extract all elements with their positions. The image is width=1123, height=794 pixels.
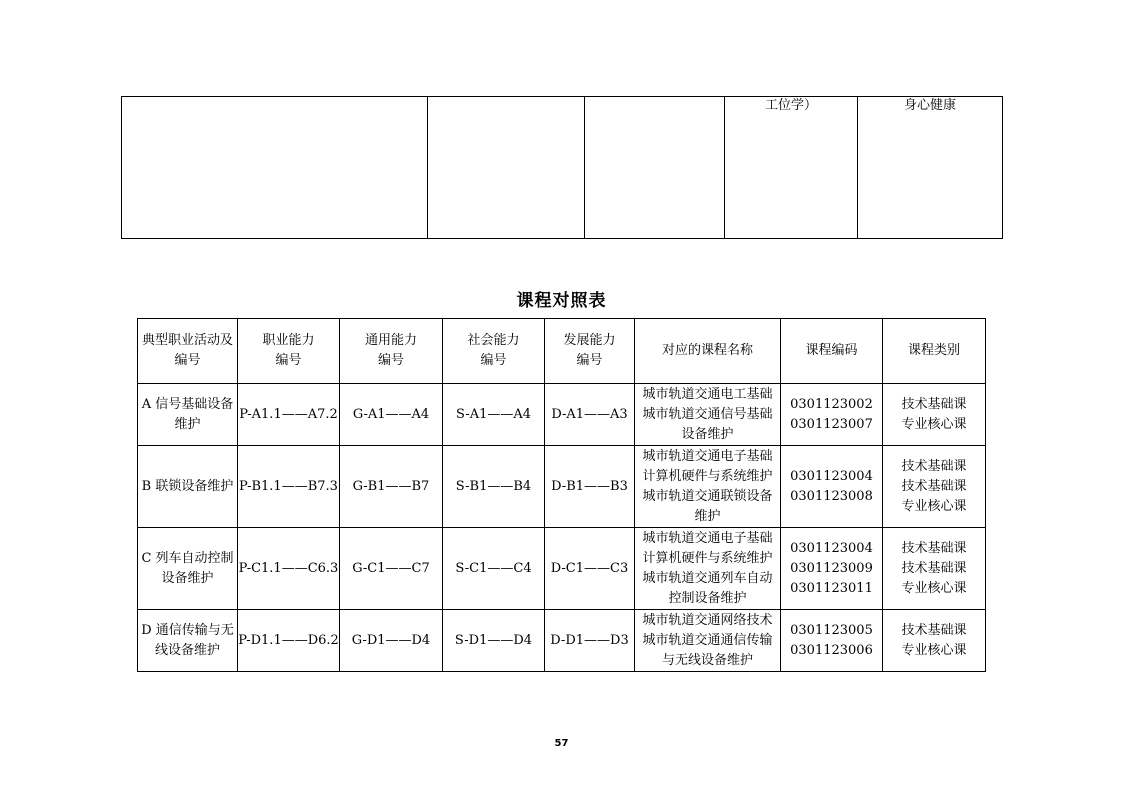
course-name-cell-line: 城市轨道交通联锁设备: [642, 488, 773, 504]
course-code-cell-line: 0301123011: [790, 580, 873, 596]
course-category-cell-line: 技术基础课: [901, 540, 967, 556]
course-name-cell-line: 城市轨道交通电工基础: [642, 386, 773, 402]
course-name-cell-line: 城市轨道交通信号基础: [642, 406, 773, 422]
course-name-cell: [635, 384, 781, 446]
general-ability-cell: G-B1——B7: [340, 446, 443, 528]
column-header: [138, 319, 238, 384]
professional-ability-cell: P-D1.1——D6.2: [238, 610, 340, 672]
social-ability-cell: S-C1——C4: [443, 528, 545, 610]
column-header: [781, 319, 883, 384]
column-header: [238, 319, 340, 384]
activity-cell-line: D 通信传输与无: [141, 622, 234, 638]
column-header-line: 编号: [174, 353, 201, 368]
course-code-cell: [781, 528, 883, 610]
social-ability-cell: S-A1——A4: [443, 384, 545, 446]
course-category-cell-line: 技术基础课: [901, 458, 967, 474]
page-number: 57: [554, 738, 569, 749]
general-ability-cell: G-C1——C7: [340, 528, 443, 610]
activity-cell-line: B 联锁设备维护: [141, 478, 234, 494]
course-category-cell-line: 技术基础课: [901, 478, 967, 494]
column-header: [883, 319, 986, 384]
course-name-cell-line: 城市轨道交通通信传输: [642, 632, 773, 648]
table-row: [138, 446, 986, 528]
course-category-cell-line: 技术基础课: [901, 396, 967, 412]
activity-cell-line: C 列车自动控制: [141, 550, 234, 566]
column-header-line: 职业能力: [262, 333, 315, 348]
course-category-cell: [883, 446, 986, 528]
course-name-cell-line: 城市轨道交通电子基础: [642, 448, 773, 464]
continued-cell: [428, 97, 585, 239]
course-category-cell-line: 技术基础课: [901, 622, 967, 638]
course-code-cell: [781, 610, 883, 672]
course-name-cell-line: 城市轨道交通网络技术: [642, 612, 773, 628]
course-category-cell-line: 专业核心课: [901, 416, 967, 432]
column-header: [443, 319, 545, 384]
course-category-cell: [883, 528, 986, 610]
continued-table: [121, 96, 1003, 239]
course-name-cell: [635, 446, 781, 528]
column-header-line: 通用能力: [364, 333, 417, 348]
column-header-line: 对应的课程名称: [661, 343, 753, 358]
activity-cell: [138, 384, 238, 446]
development-ability-cell: D-A1——A3: [545, 384, 635, 446]
course-name-cell-line: 控制设备维护: [668, 590, 747, 606]
development-ability-cell: D-D1——D3: [545, 610, 635, 672]
course-code-cell: [781, 384, 883, 446]
activity-cell: [138, 528, 238, 610]
continued-cell: 工位学）: [725, 97, 858, 239]
course-code-cell-line: 0301123009: [790, 560, 873, 576]
professional-ability-cell: P-C1.1——C6.3: [238, 528, 340, 610]
continued-cell: [122, 97, 428, 239]
table-row: [138, 384, 986, 446]
column-header-line: 编号: [377, 353, 404, 368]
course-code-cell-line: 0301123004: [790, 540, 873, 556]
course-name-cell-line: 维护: [694, 508, 721, 524]
course-code-cell-line: 0301123002: [790, 396, 873, 412]
activity-cell-line: A 信号基础设备: [141, 396, 234, 412]
course-category-cell-line: 技术基础课: [901, 560, 967, 576]
column-header: [545, 319, 635, 384]
column-header: [635, 319, 781, 384]
column-header-line: 发展能力: [563, 333, 616, 348]
table-row: [138, 610, 986, 672]
column-header-line: 典型职业活动及: [141, 333, 233, 348]
activity-cell-line: 维护: [174, 416, 201, 432]
social-ability-cell: S-D1——D4: [443, 610, 545, 672]
activity-cell-line: 设备维护: [161, 570, 214, 586]
course-name-cell-line: 城市轨道交通电子基础: [642, 530, 773, 546]
development-ability-cell: D-B1——B3: [545, 446, 635, 528]
course-code-cell-line: 0301123006: [790, 642, 873, 658]
course-code-cell-line: 0301123007: [790, 416, 873, 432]
column-header-line: 编号: [480, 353, 507, 368]
course-category-cell: [883, 384, 986, 446]
column-header-line: 编号: [275, 353, 302, 368]
course-name-cell-line: 设备维护: [681, 426, 734, 442]
course-name-cell-line: 城市轨道交通列车自动: [642, 570, 773, 586]
general-ability-cell: G-A1——A4: [340, 384, 443, 446]
course-name-cell-line: 计算机硬件与系统维护: [642, 468, 773, 484]
course-name-cell-line: 与无线设备维护: [661, 652, 753, 668]
table-title: 课程对照表: [516, 291, 607, 311]
professional-ability-cell: P-A1.1——A7.2: [238, 384, 340, 446]
column-header-line: 社会能力: [467, 333, 520, 348]
continued-table-row: [122, 97, 1003, 239]
course-code-cell: [781, 446, 883, 528]
course-category-cell-line: 专业核心课: [901, 498, 967, 514]
table-body: [138, 384, 986, 672]
course-category-cell-line: 专业核心课: [901, 580, 967, 596]
column-header-line: 课程编码: [805, 343, 858, 358]
professional-ability-cell: P-B1.1——B7.3: [238, 446, 340, 528]
course-code-cell-line: 0301123005: [790, 622, 873, 638]
course-code-cell-line: 0301123008: [790, 488, 873, 504]
column-header-line: 课程类别: [907, 343, 960, 358]
course-category-cell-line: 专业核心课: [901, 642, 967, 658]
continued-cell: 身心健康: [858, 97, 1003, 239]
activity-cell: [138, 446, 238, 528]
column-header: [340, 319, 443, 384]
course-name-cell-line: 计算机硬件与系统维护: [642, 550, 773, 566]
course-name-cell: [635, 610, 781, 672]
column-header-line: 编号: [576, 353, 603, 368]
course-mapping-table: [137, 318, 986, 672]
course-code-cell-line: 0301123004: [790, 468, 873, 484]
header-row: [138, 319, 986, 384]
social-ability-cell: S-B1——B4: [443, 446, 545, 528]
course-name-cell: [635, 528, 781, 610]
continued-cell: [585, 97, 725, 239]
course-category-cell: [883, 610, 986, 672]
development-ability-cell: D-C1——C3: [545, 528, 635, 610]
activity-cell-line: 线设备维护: [154, 642, 220, 658]
general-ability-cell: G-D1——D4: [340, 610, 443, 672]
activity-cell: [138, 610, 238, 672]
table-row: [138, 528, 986, 610]
